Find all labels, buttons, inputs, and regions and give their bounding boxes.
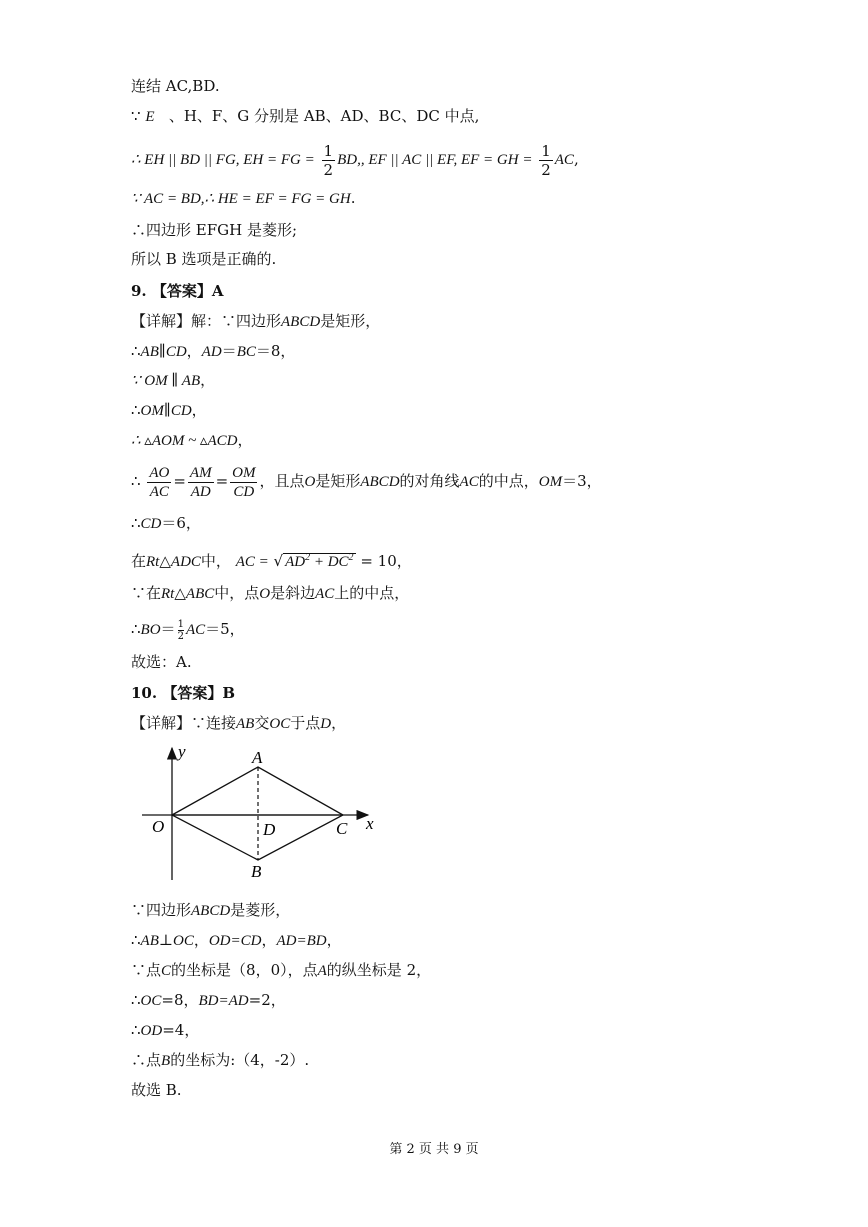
fraction (178, 619, 184, 642)
line-text: 【详解】∵连接 (131, 714, 237, 732)
heading-text: 9. 【答案】A (131, 282, 224, 300)
equals: = (173, 472, 186, 490)
math-var: D (320, 716, 332, 732)
fraction (539, 142, 553, 179)
parallel-symbol: ∥ (163, 401, 171, 419)
line-text: ∵在 (131, 584, 162, 602)
punctuation: ， (326, 931, 342, 949)
line-text: 故选：A. (131, 653, 192, 671)
math-expr: AC = (235, 554, 269, 570)
text-line (131, 400, 207, 421)
triangle-symbol: △ (174, 584, 186, 602)
denominator: 2 (177, 630, 184, 642)
math-var: OM (140, 403, 164, 419)
therefore-symbol: ∴ (131, 401, 141, 419)
math-expr: + DC (313, 554, 349, 570)
line-text: 的坐标是（8，0），点 (171, 961, 318, 979)
numerator: 1 (177, 618, 184, 630)
math-var: B (161, 1053, 171, 1069)
line-text: ∴四边形 EFGH 是菱形; (131, 221, 298, 239)
math-expr: = 10 (360, 552, 397, 570)
line-text: ＝6， (161, 514, 201, 532)
denominator: AD (190, 483, 211, 500)
text-line (131, 900, 290, 921)
math-var: O (304, 474, 316, 490)
line-text: =8， (161, 991, 199, 1009)
text-line (131, 76, 220, 96)
punctuation: , (573, 150, 579, 168)
math-expr: AC (554, 152, 574, 168)
because-symbol: ∵ (131, 107, 141, 125)
line-text: 所以 B 选项是正确的. (131, 250, 277, 268)
equals: ＝ (160, 620, 176, 638)
therefore-symbol: ∴ (131, 514, 141, 532)
punctuation: ， (193, 931, 209, 949)
punctuation: ， (191, 401, 207, 419)
math-expr: ∴ EH || BD || FG, EH = FG = (131, 152, 315, 168)
therefore-symbol: ∴ (131, 991, 141, 1009)
math-var: CD (170, 403, 192, 419)
text-line (131, 960, 431, 981)
text-line (131, 616, 245, 643)
denominator: 2 (323, 160, 334, 179)
line-text: 的中点， (478, 472, 539, 490)
numerator: AO (149, 464, 170, 481)
line-text: 【详解】解：∵四边形 (131, 312, 282, 330)
math-expr: ∵ AC = BD,∴ HE = EF = FG = GH (131, 191, 351, 207)
text-line (131, 106, 479, 127)
therefore-symbol: ∴ (131, 620, 141, 638)
therefore-symbol: ∴ (131, 472, 141, 490)
line-text: 交 (254, 714, 270, 732)
line-text: 是菱形， (230, 901, 291, 919)
exponent: 2 (348, 552, 354, 563)
text-line (131, 930, 342, 951)
text-line (131, 311, 380, 332)
line-text: ，且点 (259, 472, 305, 490)
line-text: ＝8， (255, 342, 296, 360)
exponent: 2 (305, 552, 311, 563)
text-line (131, 513, 201, 534)
line-text: =4， (162, 1021, 200, 1039)
line-text: 是斜边 (270, 584, 316, 602)
math-var: ADC (170, 554, 201, 570)
math-var: AB (236, 716, 255, 732)
math-line (131, 188, 355, 209)
fraction (230, 464, 257, 501)
denominator: AC (149, 483, 169, 500)
fraction (188, 464, 214, 501)
math-var: Rt (161, 586, 175, 602)
fraction (322, 142, 336, 179)
text-line (131, 583, 409, 604)
math-expr: OD=CD (208, 933, 262, 949)
math-var: CD (165, 344, 187, 360)
label-d: D (263, 820, 276, 839)
triangle-symbol: △ (159, 552, 171, 570)
label-c: C (336, 819, 348, 838)
math-line (131, 462, 602, 501)
page-number: 第 2 页 共 9 页 (389, 1142, 479, 1157)
line-text: 的坐标为:（4，-2）. (170, 1051, 310, 1069)
line-text: 中， (200, 552, 231, 570)
math-var: AB (140, 344, 159, 360)
math-var: AC (459, 474, 479, 490)
punctuation: ， (331, 714, 347, 732)
numerator: OM (232, 464, 256, 481)
denominator: CD (233, 483, 255, 500)
punctuation: . (350, 189, 356, 207)
line-text: 是矩形， (320, 312, 381, 330)
denominator: 2 (541, 160, 551, 179)
label-o: O (152, 817, 165, 836)
math-var: OD (140, 1023, 163, 1039)
math-var: OC (269, 716, 291, 732)
text-line (131, 341, 295, 362)
text-line (131, 1080, 182, 1100)
line-text: ＝5， (205, 620, 245, 638)
math-expr: BD, (337, 152, 361, 168)
fraction (147, 464, 171, 501)
math-expr: AD=BD (276, 933, 327, 949)
line-text: ∵四边形 (131, 901, 192, 919)
line-text: 连结 AC,BD. (131, 77, 220, 95)
line-text: 的纵坐标是 2， (326, 961, 432, 979)
math-var: AC (185, 622, 206, 638)
equals: ＝ (221, 342, 237, 360)
numerator: 1 (323, 141, 334, 160)
label-b: B (251, 862, 262, 881)
text-line (131, 990, 286, 1011)
rhombus-figure (140, 740, 390, 885)
text-line (131, 220, 297, 240)
math-var: OC (172, 933, 194, 949)
math-var: C (161, 963, 172, 979)
therefore-symbol: ∴ (131, 931, 141, 949)
text-line (131, 652, 192, 672)
math-var: Rt (146, 554, 160, 570)
math-expr: , EF || AC || EF, EF = GH = (360, 152, 533, 168)
math-var: AD (201, 344, 222, 360)
math-var: AD (285, 554, 306, 570)
math-var: ABCD (360, 474, 400, 490)
numerator: AM (189, 464, 212, 481)
math-var: OM (538, 474, 563, 490)
math-expr: BD=AD (198, 993, 249, 1009)
numerator: 1 (541, 141, 551, 160)
math-var: AC (315, 586, 335, 602)
math-line: 在Rt△ADC中， AC = √ $AD^2 + DC^2 = 10$， (131, 552, 412, 570)
equals: = (215, 472, 229, 490)
math-expr: ∴ ▵AOM ~ ▵ACD (131, 433, 238, 449)
punctuation: ， (261, 931, 277, 949)
answer-heading (131, 281, 224, 301)
page-footer (0, 1140, 868, 1160)
answer-heading (131, 683, 235, 703)
punctuation: ， (396, 552, 412, 570)
line-text: 中，点 (214, 584, 260, 602)
heading-text: 10. 【答案】B (131, 684, 235, 702)
sqrt-radicand (283, 553, 355, 570)
math-var: AB (140, 933, 159, 949)
math-var: ABCD (191, 903, 231, 919)
label-x: x (366, 814, 374, 833)
math-var: BC (236, 344, 256, 360)
math-var: OC (140, 993, 162, 1009)
therefore-symbol: ∴ (131, 342, 141, 360)
line-text: 上的中点， (334, 584, 410, 602)
math-var: BO (140, 622, 161, 638)
math-var: CD (140, 516, 162, 532)
line-text: 于点 (290, 714, 321, 732)
line-text: 的对角线 (399, 472, 460, 490)
perp-symbol: ⊥ (158, 931, 173, 949)
text-line (131, 1050, 309, 1071)
text-line (131, 249, 276, 269)
line-text: 是矩形 (315, 472, 361, 490)
therefore-symbol: ∴ (131, 1021, 141, 1039)
label-a: A (252, 748, 263, 767)
line-text: ∵点 (131, 961, 162, 979)
line-text: =2， (248, 991, 286, 1009)
math-expr: ∵ OM ∥ AB (131, 373, 201, 389)
math-var: ABC (185, 586, 215, 602)
line-text: 、H、F、G 分别是 AB、AD、BC、DC 中点, (168, 107, 480, 125)
text-line (131, 1020, 199, 1041)
label-y: y (178, 742, 186, 761)
math-line (131, 140, 579, 179)
parallel-symbol: ∥ (158, 342, 166, 360)
line-text: 故选 B. (131, 1081, 182, 1099)
line-text: ＝3， (562, 472, 602, 490)
punctuation: ， (200, 371, 216, 389)
math-var: A (317, 963, 327, 979)
line-text: ∴点 (131, 1051, 162, 1069)
math-var: ABCD (281, 314, 321, 330)
punctuation: ， (186, 342, 202, 360)
punctuation: ， (237, 431, 253, 449)
text-line (131, 713, 346, 734)
math-line (131, 430, 252, 451)
math-line (131, 370, 215, 391)
line-text: 在 (131, 552, 147, 570)
math-var: O (259, 586, 271, 602)
math-var: E (145, 109, 155, 125)
